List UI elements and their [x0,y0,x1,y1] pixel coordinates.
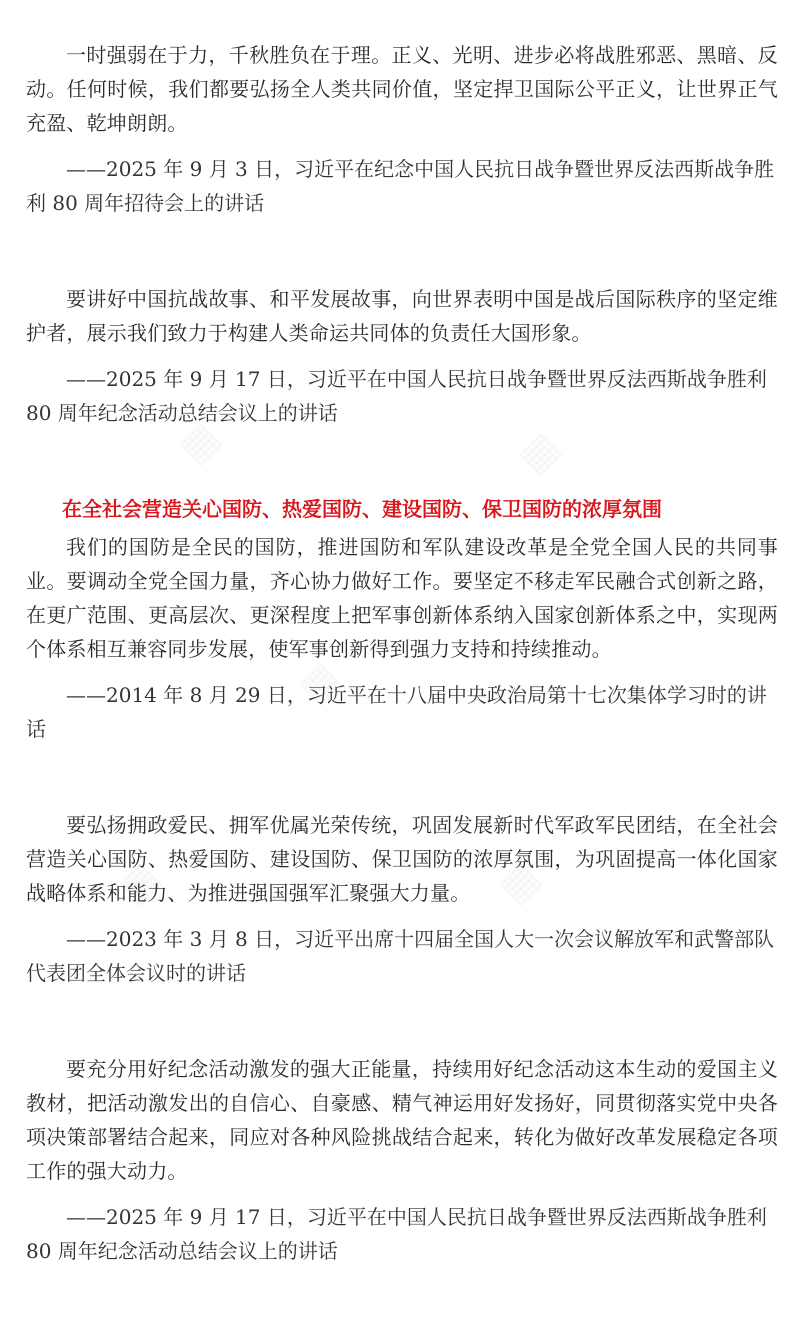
quote-text: 要充分用好纪念活动激发的强大正能量，持续用好纪念活动这本生动的爱国主义教材，把活动激发出的自信心、自豪感、精气神运用好发扬好，同贯彻落实党中央各项决策部署结合起来，同应对各种风险挑战结合起来，转化为做好改革发展稳定各项工作的强大动力。 [26,1057,778,1183]
quote-text: 要讲好中国抗战故事、和平发展故事，向世界表明中国是战后国际秩序的坚定维护者，展示我们致力于构建人类命运共同体的负责任大国形象。 [26,287,778,345]
quote-text: 我们的国防是全民的国防，推进国防和军队建设改革是全党全国人民的共同事业。要调动全党全国力量，齐心协力做好工作。要坚定不移走军民融合式创新之路，在更广范围、更高层次、更深程度上把军事创新体系纳入国家创新体系之中，实现两个体系相互兼容同步发展，使军事创新得到强力支持和持续推动。 [26,535,778,661]
document-body [26,38,778,1330]
quote-block-2 [26,282,778,430]
quote-source: ——2025 年 9 月 3 日，习近平在纪念中国人民抗日战争暨世界反法西斯战争胜利 80 周年招待会上的讲话 [26,157,775,215]
quote-text: 要弘扬拥政爱民、拥军优属光荣传统，巩固发展新时代军政军民团结，在全社会营造关心国防、热爱国防、建设国防、保卫国防的浓厚氛围，为巩固提高一体化国家战略体系和能力、为推进强国强军汇聚强大力量。 [26,813,778,905]
quote-block-3 [26,530,778,746]
quote-source: ——2023 年 3 月 8 日，习近平出席十四届全国人大一次会议解放军和武警部队代表团全体会议时的讲话 [26,927,775,985]
quote-block-1 [26,38,778,220]
quote-block-4 [26,808,778,990]
quote-source: ——2025 年 9 月 17 日，习近平在中国人民抗日战争暨世界反法西斯战争胜利 80 周年纪念活动总结会议上的讲话 [26,367,767,425]
section-heading: 在全社会营造关心国防、热爱国防、建设国防、保卫国防的浓厚氛围 [62,497,662,521]
quote-block-5 [26,1052,778,1268]
quote-source: ——2025 年 9 月 17 日，习近平在中国人民抗日战争暨世界反法西斯战争胜利 80 周年纪念活动总结会议上的讲话 [26,1205,767,1263]
quote-source: ——2014 年 8 月 29 日，习近平在十八届中央政治局第十七次集体学习时的讲话 [26,683,767,741]
quote-text: 一时强弱在于力，千秋胜负在于理。正义、光明、进步必将战胜邪恶、黑暗、反动。任何时候，我们都要弘扬全人类共同价值，坚定捍卫国际公平正义，让世界正气充盈、乾坤朗朗。 [26,43,778,135]
